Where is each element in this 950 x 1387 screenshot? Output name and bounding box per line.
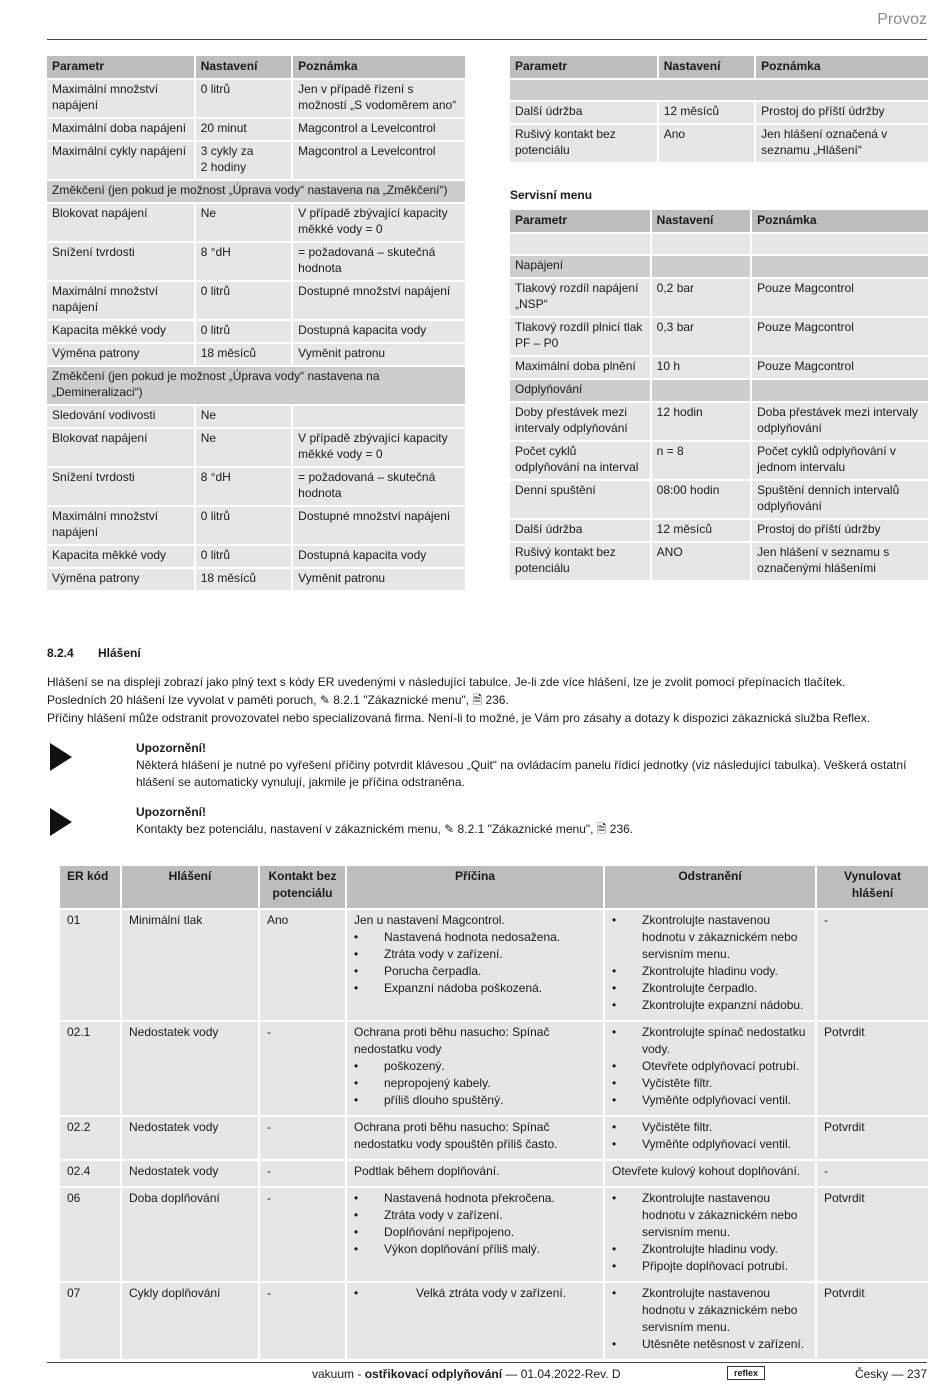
table-cell: Jen hlášení v seznamu s označenými hlášeními <box>752 543 928 580</box>
table-row <box>510 442 928 479</box>
table-row <box>510 102 928 123</box>
table-section-row <box>47 181 465 202</box>
er-contact: - <box>260 1117 345 1159</box>
er-fix <box>605 1188 815 1281</box>
list-item: • Ztráta vody v zařízení. <box>354 946 596 963</box>
note <box>136 740 916 791</box>
table-row <box>47 204 465 241</box>
cause-list <box>354 1190 596 1258</box>
column-header: Poznámka <box>752 210 928 232</box>
page-number: — 237 <box>891 1367 927 1381</box>
note-text: Některá hlášení je nutné po vyřešení příčiny potvrdit klávesou „Quit“ na ovládacím panelu řídicí jednotky (viz následující tabulka). Veškerá ostatní hlášení se automaticky vynulují, jakmile je příčina odstraněna. <box>136 758 907 789</box>
list-item: • Zkontrolujte čerpadlo. <box>612 980 808 997</box>
table-cell: 12 měsíců <box>659 102 754 123</box>
table-row <box>510 543 928 580</box>
column-header: Vynulovat hlášení <box>817 866 928 908</box>
column-header: Nastavení <box>659 56 754 78</box>
table-cell: Kapacita měkké vody <box>47 546 194 567</box>
paragraph: Příčiny hlášení může odstranit provozovatel nebo specializovaná firma. Není-li to možné, je Vám pro zásahy a dotazy k dispozici zákaznická služba Reflex. <box>47 711 871 725</box>
er-reset: - <box>817 1161 928 1186</box>
er-reset: Potvrdit <box>817 1283 928 1359</box>
table-cell: Výměna patrony <box>47 344 194 365</box>
column-header: Odstranění <box>605 866 815 908</box>
table-cell: Spuštění denních intervalů odplyňování <box>752 481 928 518</box>
er-reset: Potvrdit <box>817 1022 928 1115</box>
list-item: • Zkontrolujte hladinu vody. <box>612 1241 808 1258</box>
er-message: Cykly doplňování <box>122 1283 258 1359</box>
table-cell: 0,2 bar <box>652 279 750 316</box>
er-cause: Podtlak během doplňování. <box>347 1161 603 1186</box>
list-item: • Zkontrolujte nastavenou hodnotu v zákaznickém nebo servisním menu. <box>612 912 808 963</box>
table-cell: Snížení tvrdosti <box>47 243 194 280</box>
table-cell: Ano <box>659 125 754 162</box>
maintenance-settings-table <box>508 54 930 164</box>
empty-cell <box>652 234 750 254</box>
table-cell: Rušivý kontakt bez potenciálu <box>510 125 657 162</box>
section-heading: Změkčení (jen pokud je možnost „Úprava vody“ nastavena na „Demineralizaci“) <box>47 367 465 404</box>
table-cell: 8 °dH <box>196 243 291 280</box>
table-cell: 18 měsíců <box>196 344 291 365</box>
table-row <box>47 344 465 365</box>
table-cell: Blokovat napájení <box>47 429 194 466</box>
footer-page-info <box>855 1366 927 1382</box>
er-fix <box>605 1117 815 1159</box>
er-code: 07 <box>60 1283 120 1359</box>
table-header-row <box>510 56 928 78</box>
section-heading: Napájení <box>510 256 650 277</box>
table-row <box>47 282 465 319</box>
er-fix <box>605 1283 815 1359</box>
table-header-row <box>60 866 928 908</box>
list-item: • Nastavená hodnota překročena. <box>354 1190 596 1207</box>
table-cell: Prostoj do příští údržby <box>756 102 928 123</box>
table-cell: Denní spuštění <box>510 481 650 518</box>
table-cell: Další údržba <box>510 520 650 541</box>
note-arrow-icon <box>50 808 72 836</box>
er-cause <box>347 1188 603 1281</box>
table-cell: Pouze Magcontrol <box>752 279 928 316</box>
table-row <box>510 520 928 541</box>
table-cell: 0 litrů <box>196 507 291 544</box>
table-cell: Počet cyklů odplyňování v jednom intervalu <box>752 442 928 479</box>
table-row <box>47 406 465 427</box>
list-item: • poškozený. <box>354 1058 596 1075</box>
footer-document-title <box>312 1366 621 1382</box>
table-row <box>47 429 465 466</box>
list-item: • Ztráta vody v zařízení. <box>354 1207 596 1224</box>
table-row <box>47 569 465 590</box>
paragraph-cross-reference[interactable]: Posledních 20 hlášení lze vyvolat v paměti poruch, ✎ 8.2.1 "Zákaznické menu", 🗎 236. <box>47 693 509 707</box>
note-arrow-icon <box>50 743 72 771</box>
er-message: Minimální tlak <box>122 910 258 1020</box>
table-cell: Dostupné množství napájení <box>293 507 465 544</box>
footer-language: Česky <box>854 1367 889 1381</box>
column-header: Příčina <box>347 866 603 908</box>
note-label: Upozornění! <box>136 805 206 819</box>
column-header: Hlášení <box>122 866 258 908</box>
fix-list <box>612 1119 808 1153</box>
er-message: Nedostatek vody <box>122 1117 258 1159</box>
table-cell: V případě zbývající kapacity měkké vody = 0 <box>293 429 465 466</box>
table-row <box>60 1188 928 1281</box>
table-cell: ANO <box>652 543 750 580</box>
table-cell: Magcontrol a Levelcontrol <box>293 119 465 140</box>
table-cell <box>293 406 465 427</box>
list-item: • Výkon doplňování příliš malý. <box>354 1241 596 1258</box>
table-row <box>47 321 465 342</box>
table-row <box>510 403 928 440</box>
empty-cell <box>652 256 750 277</box>
table-cell: Další údržba <box>510 102 657 123</box>
table-empty-row <box>510 234 928 254</box>
table-row <box>47 507 465 544</box>
table-cell: Ne <box>196 204 291 241</box>
list-item: • příliš dlouho spuštěný. <box>354 1092 596 1109</box>
table-cell: Prostoj do příští údržby <box>752 520 928 541</box>
column-header: Parametr <box>510 56 657 78</box>
cause-intro: Ochrana proti běhu nasucho: Spínač nedostatku vody <box>354 1025 550 1056</box>
er-code: 02.4 <box>60 1161 120 1186</box>
table-cell: Vyměnit patronu <box>293 344 465 365</box>
table-cell: Maximální doba napájení <box>47 119 194 140</box>
er-reset: - <box>817 910 928 1020</box>
table-cell: Maximální doba plnění <box>510 357 650 378</box>
note <box>136 804 916 838</box>
list-item: • Doplňování nepřipojeno. <box>354 1224 596 1241</box>
table-cell: Počet cyklů odplyňování na interval <box>510 442 650 479</box>
er-code: 02.2 <box>60 1117 120 1159</box>
er-cause <box>347 1283 603 1359</box>
column-header: Parametr <box>510 210 650 232</box>
table-cell: Rušivý kontakt bez potenciálu <box>510 543 650 580</box>
section-number: 8.2.4 <box>47 646 74 660</box>
table-cell: Maximální množství napájení <box>47 282 194 319</box>
column-header: Kontakt bez potenciálu <box>260 866 345 908</box>
page-header <box>47 8 927 40</box>
table-row <box>60 1117 928 1159</box>
table-row <box>60 1283 928 1359</box>
er-reset: Potvrdit <box>817 1117 928 1159</box>
er-fix <box>605 1022 815 1115</box>
table-cell: = požadovaná – skutečná hodnota <box>293 468 465 505</box>
empty-cell <box>752 380 928 401</box>
table-row <box>510 125 928 162</box>
empty-cell <box>752 256 928 277</box>
footer-doc-bold: ostřikovací odplyňování <box>364 1367 503 1381</box>
list-item: • Připojte doplňovací potrubí. <box>612 1258 808 1275</box>
table-empty-row <box>510 80 928 100</box>
table-section-row <box>510 380 928 401</box>
table-cell: Pouze Magcontrol <box>752 318 928 355</box>
table-cell: Pouze Magcontrol <box>752 357 928 378</box>
er-contact: - <box>260 1022 345 1115</box>
table-row <box>510 357 928 378</box>
list-item: • Velká ztráta vody v zařízení. <box>354 1285 596 1302</box>
column-header: Nastavení <box>196 56 291 78</box>
table-cell: 18 měsíců <box>196 569 291 590</box>
fix-list <box>612 912 808 1014</box>
table-cell: Tlakový rozdíl plnicí tlak PF – P0 <box>510 318 650 355</box>
table-cell: Doba přestávek mezi intervaly odplyňování <box>752 403 928 440</box>
table-row <box>47 468 465 505</box>
table-cell: Maximální cykly napájení <box>47 142 194 179</box>
table-cell: = požadovaná – skutečná hodnota <box>293 243 465 280</box>
list-item: • Vyčistěte filtr. <box>612 1119 808 1136</box>
column-header: Nastavení <box>652 210 750 232</box>
table-cell: 0,3 bar <box>652 318 750 355</box>
list-item: • Porucha čerpadla. <box>354 963 596 980</box>
service-menu-title: Servisní menu <box>510 188 593 202</box>
table-row <box>47 142 465 179</box>
er-reset: Potvrdit <box>817 1188 928 1281</box>
table-cell: Kapacita měkké vody <box>47 321 194 342</box>
table-cell: 8 °dH <box>196 468 291 505</box>
table-row <box>60 1161 928 1186</box>
list-item: • Otevřete odplyňovací potrubí. <box>612 1058 808 1075</box>
note-label: Upozornění! <box>136 741 206 755</box>
table-cell: 10 h <box>652 357 750 378</box>
table-cell: Tlakový rozdíl napájení „NSP“ <box>510 279 650 316</box>
table-cell: Doby přestávek mezi intervaly odplyňování <box>510 403 650 440</box>
table-cell: 0 litrů <box>196 282 291 319</box>
table-row <box>47 119 465 140</box>
list-item: • Zkontrolujte nastavenou hodnotu v zákaznickém nebo servisním menu. <box>612 1285 808 1336</box>
table-row <box>47 546 465 567</box>
table-row <box>510 279 928 316</box>
empty-cell <box>510 234 650 254</box>
table-row <box>47 243 465 280</box>
page-header-title: Provoz <box>877 11 927 28</box>
er-contact: Ano <box>260 910 345 1020</box>
table-header-row <box>510 210 928 232</box>
table-cell: Dostupná kapacita vody <box>293 321 465 342</box>
cause-intro: Jen u nastavení Magcontrol. <box>354 913 505 927</box>
note-text-cross-reference[interactable]: Kontakty bez potenciálu, nastavení v zákaznickém menu, ✎ 8.2.1 "Zákaznické menu", 🗎 236. <box>136 822 634 836</box>
table-row <box>60 910 928 1020</box>
table-cell: Maximální množství napájení <box>47 507 194 544</box>
er-cause: Ochrana proti běhu nasucho: Spínač nedostatku vody spouštěn příliš často. <box>347 1117 603 1159</box>
table-cell: Jen v případě řízení s možností „S vodoměrem ano“ <box>293 80 465 117</box>
table-cell: Sledování vodivosti <box>47 406 194 427</box>
table-cell: Jen hlášení označená v seznamu „Hlášení“ <box>756 125 928 162</box>
section-heading <box>47 645 141 661</box>
column-header: Parametr <box>47 56 194 78</box>
table-cell: Magcontrol a Levelcontrol <box>293 142 465 179</box>
footer-doc-suffix: — 01.04.2022-Rev. D <box>502 1367 621 1381</box>
cause-list <box>354 1285 596 1302</box>
er-code: 06 <box>60 1188 120 1281</box>
feed-settings-table <box>45 54 467 592</box>
table-cell: Snížení tvrdosti <box>47 468 194 505</box>
list-item: • Expanzní nádoba poškozená. <box>354 980 596 997</box>
table-header-row <box>47 56 465 78</box>
table-cell: Blokovat napájení <box>47 204 194 241</box>
footer-doc-prefix: vakuum - <box>312 1367 365 1381</box>
cause-list <box>354 1058 596 1109</box>
empty-cell <box>652 380 750 401</box>
fix-list <box>612 1190 808 1275</box>
er-fix: Otevřete kulový kohout doplňování. <box>605 1161 815 1186</box>
list-item: • Zkontrolujte expanzní nádobu. <box>612 997 808 1014</box>
er-message: Nedostatek vody <box>122 1161 258 1186</box>
page-footer <box>47 1362 927 1382</box>
table-cell: 0 litrů <box>196 546 291 567</box>
list-item: • Vyčistěte filtr. <box>612 1075 808 1092</box>
er-message: Nedostatek vody <box>122 1022 258 1115</box>
list-item: • Vyměňte odplyňovací ventil. <box>612 1136 808 1153</box>
er-contact: - <box>260 1161 345 1186</box>
table-cell: Dostupné množství napájení <box>293 282 465 319</box>
table-section-row <box>510 256 928 277</box>
table-cell: Vyměnit patronu <box>293 569 465 590</box>
reflex-logo: reflex <box>727 1366 765 1380</box>
empty-section-cell <box>510 80 928 100</box>
column-header: Poznámka <box>756 56 928 78</box>
paragraph: Hlášení se na displeji zobrazí jako plný text s kódy ER uvedenými v následující tabulce. Je-li zde více hlášení, lze je zvolit pomocí přepínacích tlačítek. <box>47 675 846 689</box>
section-title: Hlášení <box>98 646 141 660</box>
list-item: • Nastavená hodnota nedosažena. <box>354 929 596 946</box>
er-code: 02.1 <box>60 1022 120 1115</box>
er-contact: - <box>260 1188 345 1281</box>
table-row <box>510 318 928 355</box>
list-item: • Zkontrolujte nastavenou hodnotu v zákaznickém nebo servisním menu. <box>612 1190 808 1241</box>
table-row <box>47 80 465 117</box>
column-header: Poznámka <box>293 56 465 78</box>
er-cause <box>347 910 603 1020</box>
table-cell: Ne <box>196 429 291 466</box>
list-item: • Zkontrolujte spínač nedostatku vody. <box>612 1024 808 1058</box>
table-cell: 0 litrů <box>196 80 291 117</box>
table-cell: n = 8 <box>652 442 750 479</box>
er-fix <box>605 910 815 1020</box>
table-cell: Výměna patrony <box>47 569 194 590</box>
table-row <box>60 1022 928 1115</box>
table-cell: 20 minut <box>196 119 291 140</box>
table-cell: 3 cykly za 2 hodiny <box>196 142 291 179</box>
error-codes-table <box>58 864 930 1361</box>
table-section-row <box>47 367 465 404</box>
fix-list <box>612 1285 808 1353</box>
list-item: • Vyměňte odplyňovací ventil. <box>612 1092 808 1109</box>
section-heading: Změkčení (jen pokud je možnost „Úprava vody“ nastavena na „Změkčení“) <box>47 181 465 202</box>
er-message: Doba doplňování <box>122 1188 258 1281</box>
column-header: ER kód <box>60 866 120 908</box>
er-cause <box>347 1022 603 1115</box>
list-item: • Utěsněte netěsnost v zařízení. <box>612 1336 808 1353</box>
empty-cell <box>752 234 928 254</box>
table-cell: Maximální množství napájení <box>47 80 194 117</box>
list-item: • nepropojený kabely. <box>354 1075 596 1092</box>
cause-list <box>354 929 596 997</box>
section-heading: Odplyňování <box>510 380 650 401</box>
er-contact: - <box>260 1283 345 1359</box>
table-cell: 12 měsíců <box>652 520 750 541</box>
table-cell: 0 litrů <box>196 321 291 342</box>
table-cell: Ne <box>196 406 291 427</box>
table-cell: V případě zbývající kapacity měkké vody = 0 <box>293 204 465 241</box>
table-cell: 08:00 hodin <box>652 481 750 518</box>
service-menu-table <box>508 208 930 582</box>
table-row <box>510 481 928 518</box>
table-cell: Dostupná kapacita vody <box>293 546 465 567</box>
list-item: • Zkontrolujte hladinu vody. <box>612 963 808 980</box>
table-cell: 12 hodin <box>652 403 750 440</box>
er-code: 01 <box>60 910 120 1020</box>
fix-list <box>612 1024 808 1109</box>
